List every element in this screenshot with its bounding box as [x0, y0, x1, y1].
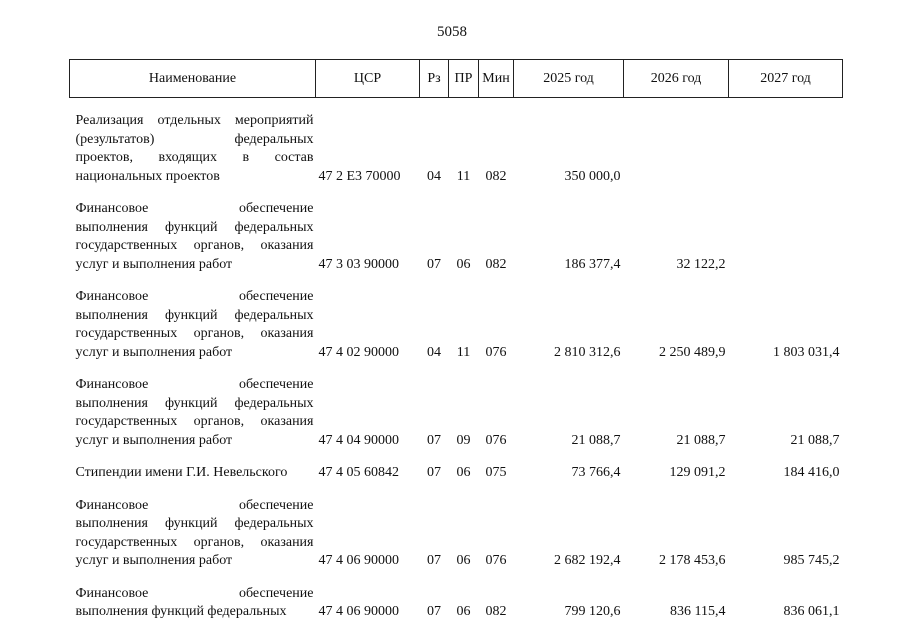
row-pr: 06 [456, 465, 471, 480]
row-2027-value: 836 061,1 [783, 604, 840, 619]
row-2026-value [624, 98, 729, 187]
row-name [70, 483, 316, 571]
row-2025-value: 350 000,0 [564, 168, 621, 184]
row-2026-value: 21 088,7 [676, 432, 726, 448]
row-2025-value: 73 766,4 [571, 465, 621, 480]
budget-table [69, 59, 843, 622]
row-name-line: государственных органов, оказания [75, 238, 314, 253]
row-pr: 06 [456, 256, 471, 272]
row-2027-value [729, 98, 843, 187]
row-name-line: услуг и выполнения работ [75, 432, 233, 448]
row-name-line: выполнения функций федеральных [75, 219, 314, 235]
row-min: 082 [485, 604, 507, 619]
row-name-line: услуг и выполнения работ [75, 344, 233, 360]
row-rz: 04 [427, 344, 441, 360]
row-name-line: услуг и выполнения работ [75, 553, 233, 568]
row-name [70, 450, 316, 483]
row-name-line: Финансовое обеспечение [75, 585, 314, 601]
row-rz: 07 [427, 553, 441, 568]
row-name [70, 362, 316, 450]
row-csr: 47 4 06 90000 [318, 604, 399, 619]
row-name-line: (результатов) федеральных [75, 131, 314, 147]
row-pr: 11 [456, 344, 471, 360]
row-2025-value: 186 377,4 [564, 256, 621, 272]
row-name [70, 571, 316, 622]
table-row [70, 450, 843, 483]
row-rz: 07 [427, 465, 441, 480]
row-name [70, 274, 316, 362]
row-name-line: национальных проектов [75, 168, 220, 184]
header-row [70, 60, 843, 98]
header-pr: ПР [449, 60, 479, 98]
header-rz: Рз [420, 60, 449, 98]
row-2026-value: 2 250 489,9 [659, 344, 726, 360]
row-name-line: услуг и выполнения работ [75, 256, 233, 272]
header-min: Мин [479, 60, 514, 98]
row-2026-value: 32 122,2 [676, 256, 726, 272]
row-name-line: государственных органов, оказания [75, 534, 314, 550]
row-2025-value: 799 120,6 [564, 604, 621, 619]
header-name: Наименование [70, 60, 316, 98]
row-csr: 47 2 Е3 70000 [318, 168, 401, 184]
row-csr: 47 4 04 90000 [318, 432, 399, 448]
row-name [70, 186, 316, 274]
row-name-line: Стипендии имени Г.И. Невельского [75, 465, 288, 480]
row-name-line: выполнения функций федеральных [75, 516, 314, 531]
header-2025: 2025 год [514, 60, 624, 98]
header-2027: 2027 год [729, 60, 843, 98]
row-name-line: выполнения функций федеральных [75, 604, 287, 619]
row-rz: 07 [427, 256, 441, 272]
row-name-line: Финансовое обеспечение [75, 201, 314, 216]
row-name-line: проектов, входящих в состав [75, 150, 314, 165]
row-2025-value: 2 682 192,4 [554, 553, 621, 568]
row-min: 076 [485, 432, 507, 448]
page-number: 5058 [437, 24, 467, 40]
table-row [70, 274, 843, 362]
row-rz: 07 [427, 432, 441, 448]
row-name [70, 98, 316, 187]
row-min: 075 [485, 465, 507, 480]
row-rz: 07 [427, 604, 441, 619]
row-name-line: Финансовое обеспечение [75, 289, 314, 304]
budget-table-body [70, 98, 843, 622]
row-2026-value: 836 115,4 [670, 604, 726, 619]
table-row [70, 571, 843, 622]
row-pr: 11 [456, 168, 471, 184]
row-pr: 06 [456, 604, 471, 619]
row-min: 076 [485, 553, 507, 568]
row-pr: 06 [456, 553, 471, 568]
row-2026-value: 129 091,2 [669, 465, 726, 480]
row-2027-value: 21 088,7 [790, 432, 840, 448]
row-min: 082 [485, 168, 507, 184]
row-2025-value: 2 810 312,6 [554, 344, 621, 360]
table-row [70, 98, 843, 187]
row-name-line: государственных органов, оказания [75, 414, 314, 429]
row-name-line: выполнения функций федеральных [75, 395, 314, 411]
row-2027-value [729, 186, 843, 274]
row-name-line: Финансовое обеспечение [75, 497, 314, 513]
row-rz: 04 [427, 168, 441, 184]
row-name-line: Финансовое обеспечение [75, 377, 314, 392]
row-csr: 47 4 06 90000 [318, 553, 399, 568]
row-2027-value: 1 803 031,4 [773, 344, 840, 360]
row-name-line: государственных органов, оказания [75, 326, 314, 341]
header-2026: 2026 год [624, 60, 729, 98]
row-csr: 47 4 02 90000 [318, 344, 399, 360]
table-row [70, 186, 843, 274]
row-min: 076 [485, 344, 507, 360]
row-min: 082 [485, 256, 507, 272]
row-name-line: выполнения функций федеральных [75, 307, 314, 323]
row-2027-value: 985 745,2 [783, 553, 840, 568]
row-2025-value: 21 088,7 [571, 432, 621, 448]
row-csr: 47 4 05 60842 [318, 465, 399, 480]
row-name-line: Реализация отдельных мероприятий [75, 113, 314, 128]
table-row [70, 483, 843, 571]
row-pr: 09 [456, 432, 471, 448]
table-row [70, 362, 843, 450]
row-2026-value: 2 178 453,6 [659, 553, 726, 568]
row-csr: 47 3 03 90000 [318, 256, 399, 272]
header-csr: ЦСР [316, 60, 420, 98]
row-2027-value: 184 416,0 [783, 465, 840, 480]
